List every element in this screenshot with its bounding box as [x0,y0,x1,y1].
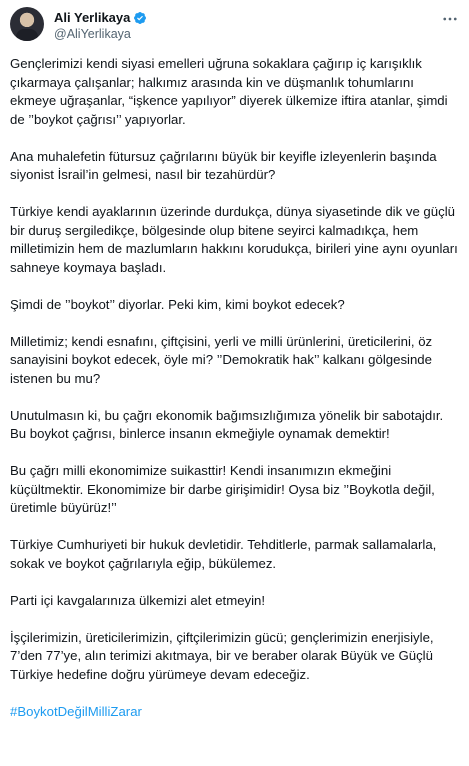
hashtag-link[interactable]: #BoykotDeğilMilliZarar [10,703,142,719]
post-paragraph: İşçilerimizin, üreticilerimizin, çiftçilerimizin gücü; gençlerimizin enerjisiyle, 7’den 77’ye, alın terimizi akıtmaya, bir ve beraber olarak Büyük ve Güçlü Türkiye hedefine doğru yürümeye devam edeceğiz. [10,629,434,682]
post-paragraph: Ana muhalefetin fütursuz çağrılarını büyük bir keyifle izleyenlerin başında siyonist İsrail’in gelmesi, nasıl bir tezahürdür? [10,148,437,182]
author-name[interactable]: Ali Yerlikaya [54,10,131,25]
verified-badge-icon [133,11,147,25]
post-paragraph: Bu çağrı milli ekonomimize suikasttir! Kendi insanımızın ekmeğini küçültmektir. Ekonomimize bir darbe girişimidir! Oysa biz ’’Boykotla değil, üretimle büyürüz!’’ [10,463,435,515]
avatar[interactable] [10,7,44,41]
author-handle[interactable]: @AliYerlikaya [54,27,131,41]
author-name-row [54,10,147,25]
post-paragraph: Gençlerimizi kendi siyasi emelleri uğruna sokaklara çağırıp iç karışıklık çıkarmaya çalışanlar; halkımız arasında kin ve düşmanlık tohumlarını ekmeye uğraşanlar, “işkence yapılıyor” diyerek ülkemize iftira atanlar, şimdi de ’’boykot çağrısı’’ yapıyorlar. [10,56,448,127]
post-paragraph: Unutulmasın ki, bu çağrı ekonomik bağımsızlığımıza yönelik bir sabotajdır. Bu boykot çağrısı, binlerce insanın ekmeğiyle oynamak demektir! [10,407,444,441]
post-paragraph: Türkiye Cumhuriyeti bir hukuk devletidir. Tehditlerle, parmak sallamalarla, sokak ve boykot çağrılarıyla eğip, bükülemez. [10,537,437,571]
post-body [10,55,462,740]
post-header [10,7,459,45]
post-paragraph: Milletimiz; kendi esnafını, çiftçisini, yerli ve milli ürünlerini, üreticilerini, öz sanayisini boykot edecek, öyle mi? ’’Demokratik hak’’ kalkanı gölgesinde istenen bu mu? [10,333,433,386]
post-paragraph: Parti içi kavgalarınıza ülkemizi alet etmeyin! [10,592,266,608]
post-paragraph: Şimdi de ’’boykot’’ diyorlar. Peki kim, kimi boykot edecek? [10,296,345,312]
post-paragraph: Türkiye kendi ayaklarının üzerinde durdukça, dünya siyasetinde dik ve güçlü bir duruş sergiledikçe, bölgesinde olup bitene seyirci kalmadıkça, hem milletimizin hem de mazlumların hakkını korudukça, birileri yine aynı oyunları sahneye koymaya başladı. [10,204,458,275]
more-options-icon[interactable] [441,10,459,32]
